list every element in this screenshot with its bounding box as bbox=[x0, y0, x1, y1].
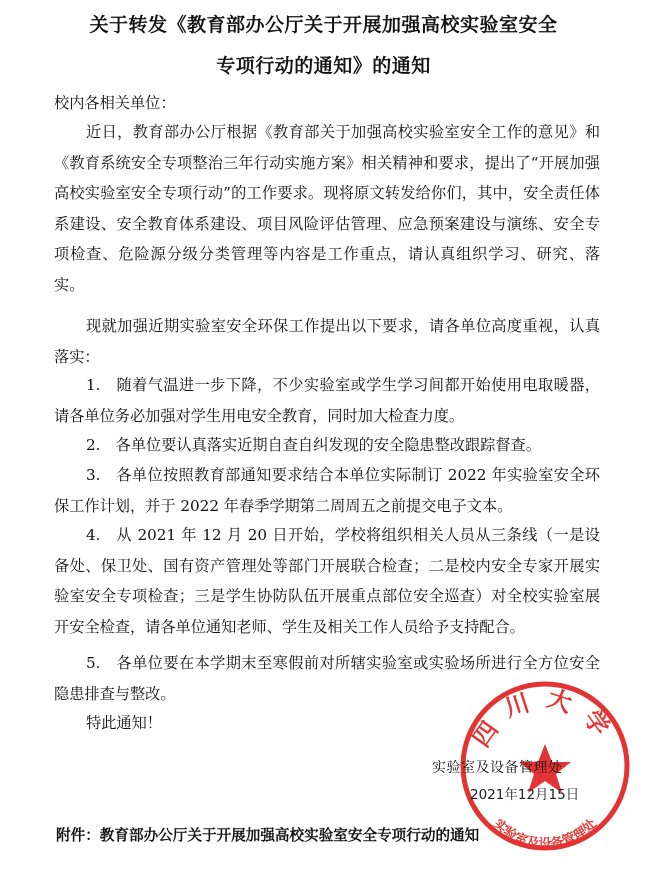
document-title-line-1: 关于转发《教育部办公厅关于开展加强高校实验室安全 bbox=[89, 14, 558, 36]
salutation: 校内各相关单位： bbox=[54, 94, 176, 112]
requirement-item-2: 2. 各单位要认真落实近期自查自纠发现的安全隐患整改跟踪督查。 bbox=[86, 436, 541, 454]
requirement-item-1: 1. 随着气温进一步下降，不少实验室或学生学习间都开始使用电取暖器，请各单位务必加强对学生用电安全教育，同时加大检查力度。 bbox=[54, 376, 600, 425]
requirement-item-5: 5. 各单位要在本学期末至寒假前对所辖实验室或实验场所进行全方位安全隐患排查与整改。 bbox=[54, 654, 600, 703]
seal-top-text: 四川大学 bbox=[467, 684, 623, 753]
body-paragraph-2: 现就加强近期实验室安全环保工作提出以下要求，请各单位高度重视，认真落实： bbox=[54, 317, 600, 366]
signer-name: 实验室及设备管理处 bbox=[432, 760, 563, 776]
requirement-item-4: 4. 从 2021 年 12 月 20 日开始，学校将组织相关人员从三条线（一是设备处、保卫处、国有资产管理处等部门开展联合检查；二是校内安全专家开展实验室安全专项检查；三是学生协防队伍开展重点部位安全巡查）对全校实验室展开安全检查，请各单位通知老师、学生及相关工作人员给予支持配合。 bbox=[54, 526, 600, 636]
attachment-note: 附件：教育部办公厅关于开展加强高校实验室安全专项行动的通知 bbox=[56, 827, 480, 844]
body-paragraph-1: 近日，教育部办公厅根据《教育部关于加强高校实验室安全工作的意见》和《教育系统安全专项整治三年行动实施方案》相关精神和要求，提出了“开展加强高校实验室安全专项行动”的工作要求。现将原文转发给你们，其中，安全责任体系建设、安全教育体系建设、项目风险评估管理、应急预案建设与演练、安全专项检查、危险源分级分类管理等内容是工作重点，请认真组织学习、研究、落实。 bbox=[54, 123, 600, 294]
closing-remark: 特此通知！ bbox=[86, 714, 162, 732]
requirement-item-3: 3. 各单位按照教育部通知要求结合本单位实际制订 2022 年实验室安全环保工作计划，并于 2022 年春季学期第二周周五之前提交电子文本。 bbox=[54, 466, 600, 515]
svg-text:实验室及设备管理处 bbox=[490, 816, 599, 852]
signature-date: 2021年12月15日 bbox=[470, 787, 580, 803]
svg-text:四川大学 bbox=[467, 684, 623, 752]
document-title-line-2: 专项行动的通知》的通知 bbox=[216, 55, 431, 77]
seal-bottom-text: 实验室及设备管理处 bbox=[490, 816, 600, 852]
